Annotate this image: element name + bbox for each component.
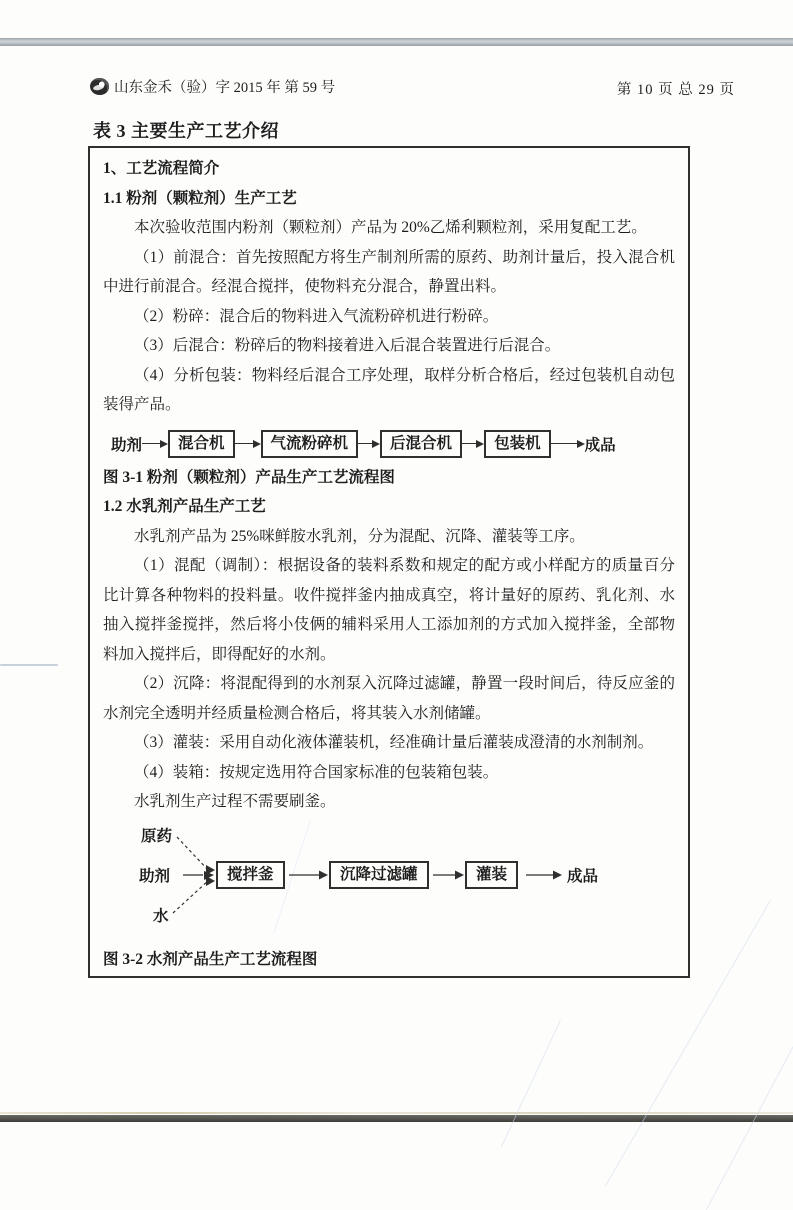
arrow-icon [462, 439, 484, 449]
arrow-icon [142, 439, 168, 449]
flow1-node-mixer: 混合机 [168, 430, 235, 458]
flow2-input-raw-material: 原药 [141, 827, 173, 845]
sub2-intro: 水乳剂产品为 25%咪鲜胺水乳剂，分为混配、沉降、灌装等工序。 [134, 527, 585, 545]
document-number: 山东金禾（验）字 2015 年 第 59 号 [114, 80, 336, 96]
flow1-input-label: 助剂 [111, 436, 143, 454]
sub2-step-1: （1）混配（调制）：根据设备的装料系数和规定的配方或小样配方的质量百分比计算各种物料的投料量。收件搅拌釜内抽成真空，将计量好的原药、乳化剂、水抽入搅拌釜搅拌，然后将小伎俩的辅料采用人工添加剂的方式加入搅拌釜，全部物料加入搅拌后，即得配好的水剂。 [103, 557, 675, 663]
flow1-node-packer: 包装机 [484, 430, 551, 458]
sub2-step-3: （3）灌装：采用自动化液体灌装机，经准确计量后灌装成澄清的水剂制剂。 [134, 734, 654, 751]
sub1-step-2: （2）粉碎：混合后的物料进入气流粉碎机进行粉碎。 [134, 307, 499, 325]
sub1-step-4: （4）分析包装：物料经后混合工序处理，取样分析合格后，经过包装机自动包装得产品。 [103, 366, 675, 413]
flow2-output-label: 成品 [567, 867, 599, 885]
sub2-step-2: （2）沉降：将混配得到的水剂泵入沉降过滤罐，静置一段时间后，待反应釜的水剂完全透明并经质量检测合格后，将其装入水剂储罐。 [103, 675, 675, 722]
sub1-step-3: （3）后混合：粉碎后的物料接着进入后混合装置进行后混合。 [134, 337, 561, 354]
scan-bottom-dark-band [0, 1115, 793, 1122]
flow1-output-label: 成品 [584, 436, 616, 454]
sub1-heading: 1.1 粉剂（颗粒剂）生产工艺 [103, 189, 297, 207]
flow2-node-filling: 灌装 [465, 861, 518, 889]
scan-diagonal-line [706, 980, 793, 1210]
header-left [90, 76, 335, 97]
sub1-step-1: （1）前混合：首先按照配方将生产制剂所需的原药、助剂计量后，投入混合机中进行前混合。经混合搅拌，使物料充分混合，静置出料。 [103, 248, 675, 295]
flow1-node-jet-mill: 气流粉碎机 [261, 430, 359, 458]
process-table-box [88, 146, 690, 978]
arrow-icon [358, 439, 380, 449]
page-header [0, 76, 793, 100]
sub2-step-4: （4）装箱：按规定选用符合国家标准的包装箱包装。 [134, 763, 499, 781]
flow1-node-post-mixer: 后混合机 [380, 430, 462, 458]
sub1-intro: 本次验收范围内粉剂（颗粒剂）产品为 20%乙烯利颗粒剂，采用复配工艺。 [134, 219, 647, 236]
scan-left-margin-mark [0, 664, 58, 666]
arrow-icon [235, 439, 261, 449]
figure-3-1-caption: 图 3-1 粉剂（颗粒剂）产品生产工艺流程图 [103, 468, 395, 486]
arrow-icon [551, 439, 585, 449]
scan-bottom-tan-line [0, 1112, 793, 1114]
flow2-input-adjuvant: 助剂 [139, 867, 171, 885]
sub2-heading: 1.2 水乳剂产品生产工艺 [103, 498, 266, 515]
section1-heading: 1、工艺流程简介 [103, 160, 220, 177]
scan-top-band [0, 38, 793, 46]
page-number: 第 10 页 总 29 页 [616, 82, 735, 98]
figure-3-2-caption: 图 3-2 水剂产品生产工艺流程图 [103, 950, 318, 968]
company-swirl-logo-icon [90, 78, 109, 95]
sub2-note: 水乳剂生产过程不需要刷釜。 [134, 793, 336, 810]
flow2-node-settling-filter-tank: 沉降过滤罐 [329, 861, 429, 889]
flow2-node-stirring-kettle: 搅拌釜 [216, 861, 285, 889]
flow-diagram-2 [103, 823, 675, 935]
flow2-input-water: 水 [153, 907, 169, 925]
flow-diagram-1 [111, 427, 675, 461]
scan-diagonal-line [501, 1020, 561, 1147]
page-title: 表 3 主要生产工艺介绍 [93, 121, 279, 141]
